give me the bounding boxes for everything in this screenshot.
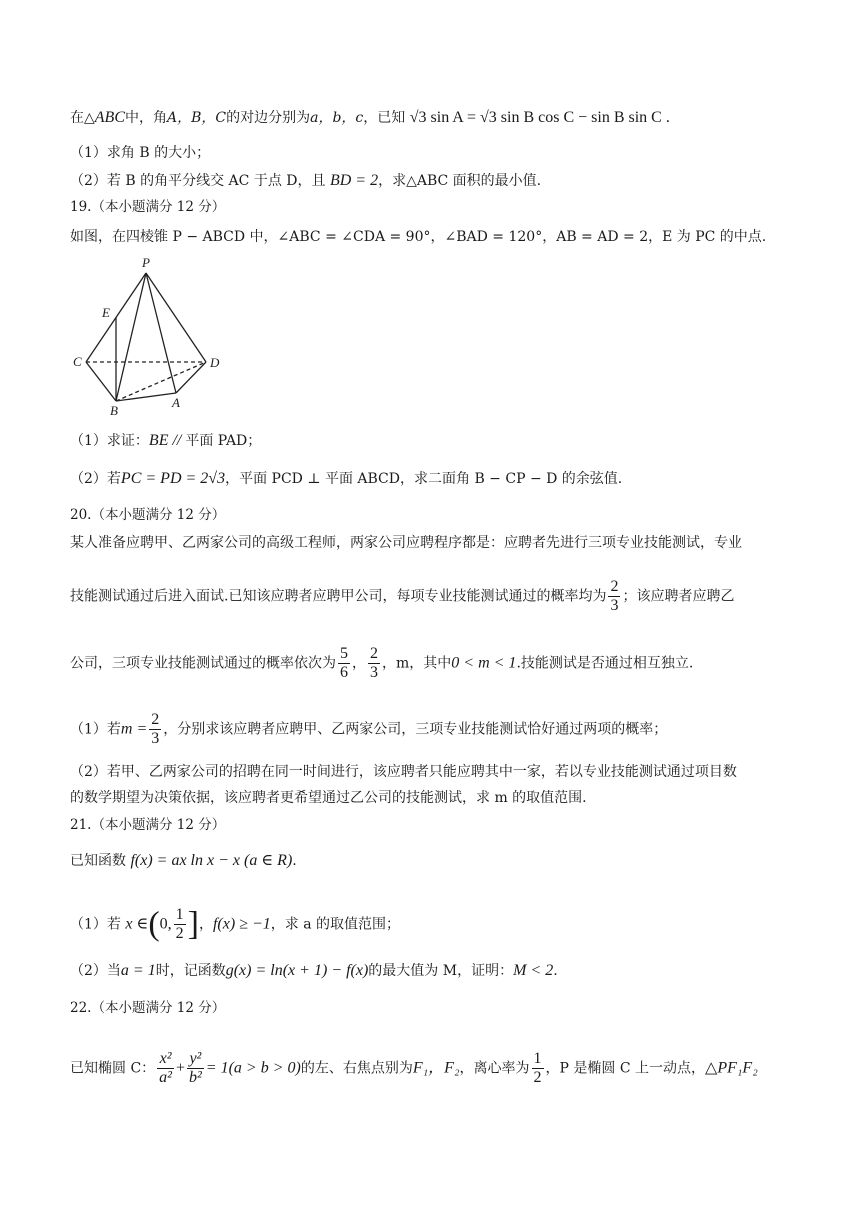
label-a: A bbox=[172, 395, 180, 410]
q18-part1: （1）求角 B 的大小； bbox=[70, 145, 211, 161]
fraction: $\frac{\text{x²}}{\text{a²}}$ bbox=[159, 1050, 172, 1086]
edge-cb bbox=[86, 362, 116, 401]
q20-part1: （1）若m = $\frac{2}{3}$ ，分别求该应聘者应聘甲、乙两家公司，三项专业技能测试恰好通过两项的概率； bbox=[70, 711, 668, 747]
q19-part2: （2）若PC = PD = 2√3，平面 PCD ⊥ 平面 ABCD，求二面角 B − CP − D 的余弦值. bbox=[70, 470, 623, 487]
q21-stem: 已知函数 f(x) = ax ln x − x (a ∈ R). bbox=[70, 852, 297, 869]
edge-pb bbox=[116, 273, 146, 401]
label-b: B bbox=[110, 403, 118, 418]
fraction: $\frac{2}{3}$ bbox=[151, 711, 160, 747]
fraction: $\frac{2}{3}$ bbox=[610, 578, 619, 614]
q22-stem: 已知椭圆 C： $\frac{\text{x²}}{\text{a²}}$ + $\frac{\text{y²}}{\text{b²}}$ = 1(a > b > 0)的左、右焦点别为F₁，F₂，离心率为 $\frac{1}{2}$ ，P 是椭圆 C 上一动点，△PF₁F₂ bbox=[70, 1050, 758, 1086]
q21-part2: （2）当a = 1时，记函数g(x) = ln(x + 1) − f(x)的最大值为 M，证明：M < 2. bbox=[70, 962, 558, 979]
q18-equation: √3 sin A = √3 sin B cos C − sin B sin C . bbox=[409, 109, 670, 126]
q20-line2: 技能测试通过后进入面试.已知该应聘者应聘甲公司，每项专业技能测试通过的概率均为 $\frac{2}{3}$ ；该应聘者应聘乙 bbox=[70, 578, 735, 614]
q20-line3: 公司，三项专业技能测试通过的概率依次为 $\frac{5}{6}$ ， $\frac{2}{3}$ ，m，其中0 < m < 1.技能测试是否通过相互独立. bbox=[70, 645, 694, 681]
fraction: $\frac{\text{y²}}{\text{b²}}$ bbox=[189, 1050, 202, 1086]
q19-stem: 如图，在四棱锥 P − ABCD 中，∠ABC = ∠CDA = 90°，∠BAD = 120°，AB = AD = 2，E 为 PC 的中点. bbox=[70, 229, 767, 245]
edge-pd bbox=[146, 273, 206, 362]
edge-pa bbox=[146, 273, 176, 393]
fraction: $\frac{5}{6}$ bbox=[340, 645, 348, 681]
q20-line1: 某人准备应聘甲、乙两家公司的高级工程师，两家公司应聘程序都是：应聘者先进行三项专业技能测试，专业 bbox=[70, 535, 742, 551]
q21-header: 21.（本小题满分 12 分） bbox=[70, 817, 226, 833]
q19-part1: （1）求证：BE // 平面 PAD； bbox=[70, 432, 262, 449]
q22-header: 22.（本小题满分 12 分） bbox=[70, 1000, 226, 1016]
fraction: $\frac{2}{3}$ bbox=[370, 645, 378, 681]
q20-header: 20.（本小题满分 12 分） bbox=[70, 507, 226, 523]
q20-part2-line2: 的数学期望为决策依据，该应聘者更希望通过乙公司的技能测试，求 m 的取值范围. bbox=[70, 790, 587, 806]
label-c: C bbox=[73, 354, 82, 369]
fraction: $\frac{1}{2}$ bbox=[533, 1050, 542, 1086]
pyramid-figure bbox=[70, 255, 230, 420]
q20-part2-line1: （2）若甲、乙两家公司的招聘在同一时间进行，该应聘者只能应聘其中一家，若以专业技能测试通过项目数 bbox=[70, 764, 737, 780]
edge-ad bbox=[176, 362, 206, 393]
q19-header: 19.（本小题满分 12 分） bbox=[70, 199, 226, 215]
label-e: E bbox=[102, 305, 110, 320]
fraction: $\frac{1}{2}$ bbox=[175, 906, 184, 942]
q21-part1: （1）若 x ∈(0, $\frac{1}{2}$ ]，f(x) ≥ −1，求 a 的取值范围； bbox=[70, 905, 401, 943]
q18-stem: 在△ABC中，角A，B，C的对边分别为a，b，c，已知 √3 sin A = √3 sin B cos C − sin B sin C . bbox=[70, 109, 670, 126]
label-p: P bbox=[142, 255, 150, 270]
label-d: D bbox=[210, 355, 220, 370]
q18-part2: （2）若 B 的角平分线交 AC 于点 D，且 BD = 2，求△ABC 面积的最小值. bbox=[70, 172, 542, 189]
